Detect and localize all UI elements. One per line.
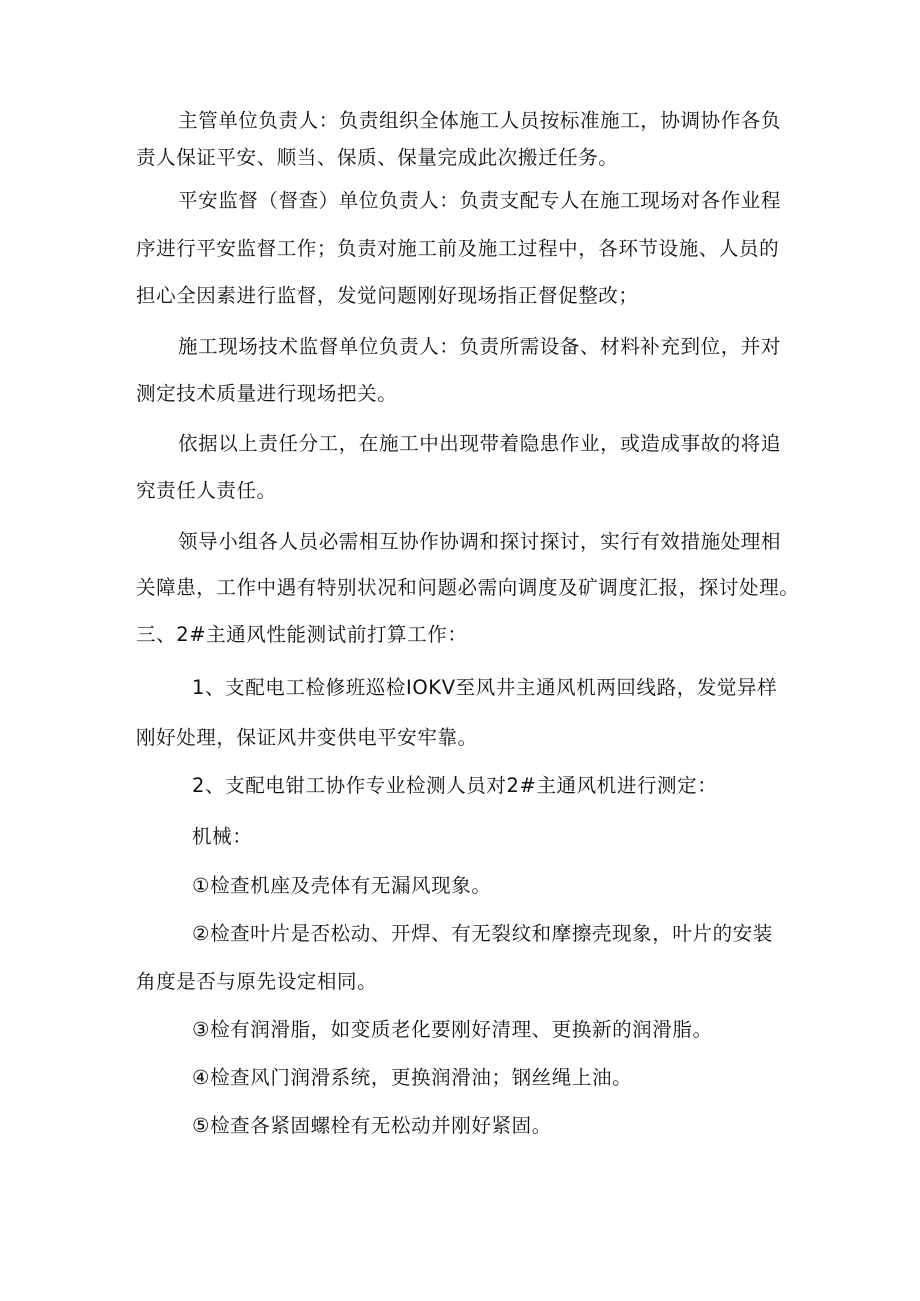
paragraph-line: 序进行平安监督工作；负责对施工前及施工过程中，各环节设施、人员的: [136, 237, 780, 260]
section-heading: 三、2#主通风性能测试前打算工作：: [136, 623, 468, 646]
paragraph-line: 领导小组各人员必需相互协作协调和探讨探讨，实行有效措施处理相: [178, 530, 782, 553]
list-item: ④检查风门润滑系统，更换润滑油；钢丝绳上油。: [192, 1066, 633, 1089]
list-item: ①检查机座及壳体有无漏风现象。: [192, 874, 492, 897]
paragraph-line: 刚好处理，保证风井变供电平安牢靠。: [136, 726, 478, 749]
paragraph-line: 机械：: [192, 825, 253, 848]
list-item: ②检查叶片是否松动、开焊、有无裂纹和摩擦壳现象，叶片的安装: [192, 922, 773, 945]
list-item: ⑤检查各紧固螺栓有无松动并刚好紧固。: [192, 1114, 552, 1137]
paragraph-line: 1、支配电工检修班巡检IOKV至风井主通风机两回线路，发觉异样: [192, 676, 778, 699]
paragraph-line: 主管单位负责人：负责组织全体施工人员按标准施工，协调协作各负: [178, 109, 782, 132]
paragraph-line: 担心全因素进行监督，发觉问题刚好现场指正督促整改；: [136, 284, 639, 307]
paragraph-line: 关障患，工作中遇有特别状况和问题必需向调度及矿调度汇报，探讨处理。: [136, 576, 800, 599]
paragraph-line: 角度是否与原先设定相同。: [136, 970, 378, 993]
paragraph-line: 2、支配电钳工协作专业检测人员对2#主通风机进行测定：: [192, 774, 718, 797]
list-item: ③检有润滑脂，如变质老化要刚好清理、更换新的润滑脂。: [192, 1018, 713, 1041]
paragraph-line: 施工现场技术监督单位负责人：负责所需设备、材料补充到位，并对: [178, 335, 782, 358]
paragraph-line: 究责任人责任。: [136, 479, 277, 502]
paragraph-line: 责人保证平安、顺当、保质、保量完成此次搬迁任务。: [136, 146, 619, 169]
paragraph-line: 平安监督（督查）单位负责人：负责支配专人在施工现场对各作业程: [178, 189, 782, 212]
paragraph-line: 测定技术质量进行现场把关。: [136, 382, 398, 405]
paragraph-line: 依据以上责任分工，在施工中出现带着隐患作业，或造成事故的将追: [178, 432, 782, 455]
